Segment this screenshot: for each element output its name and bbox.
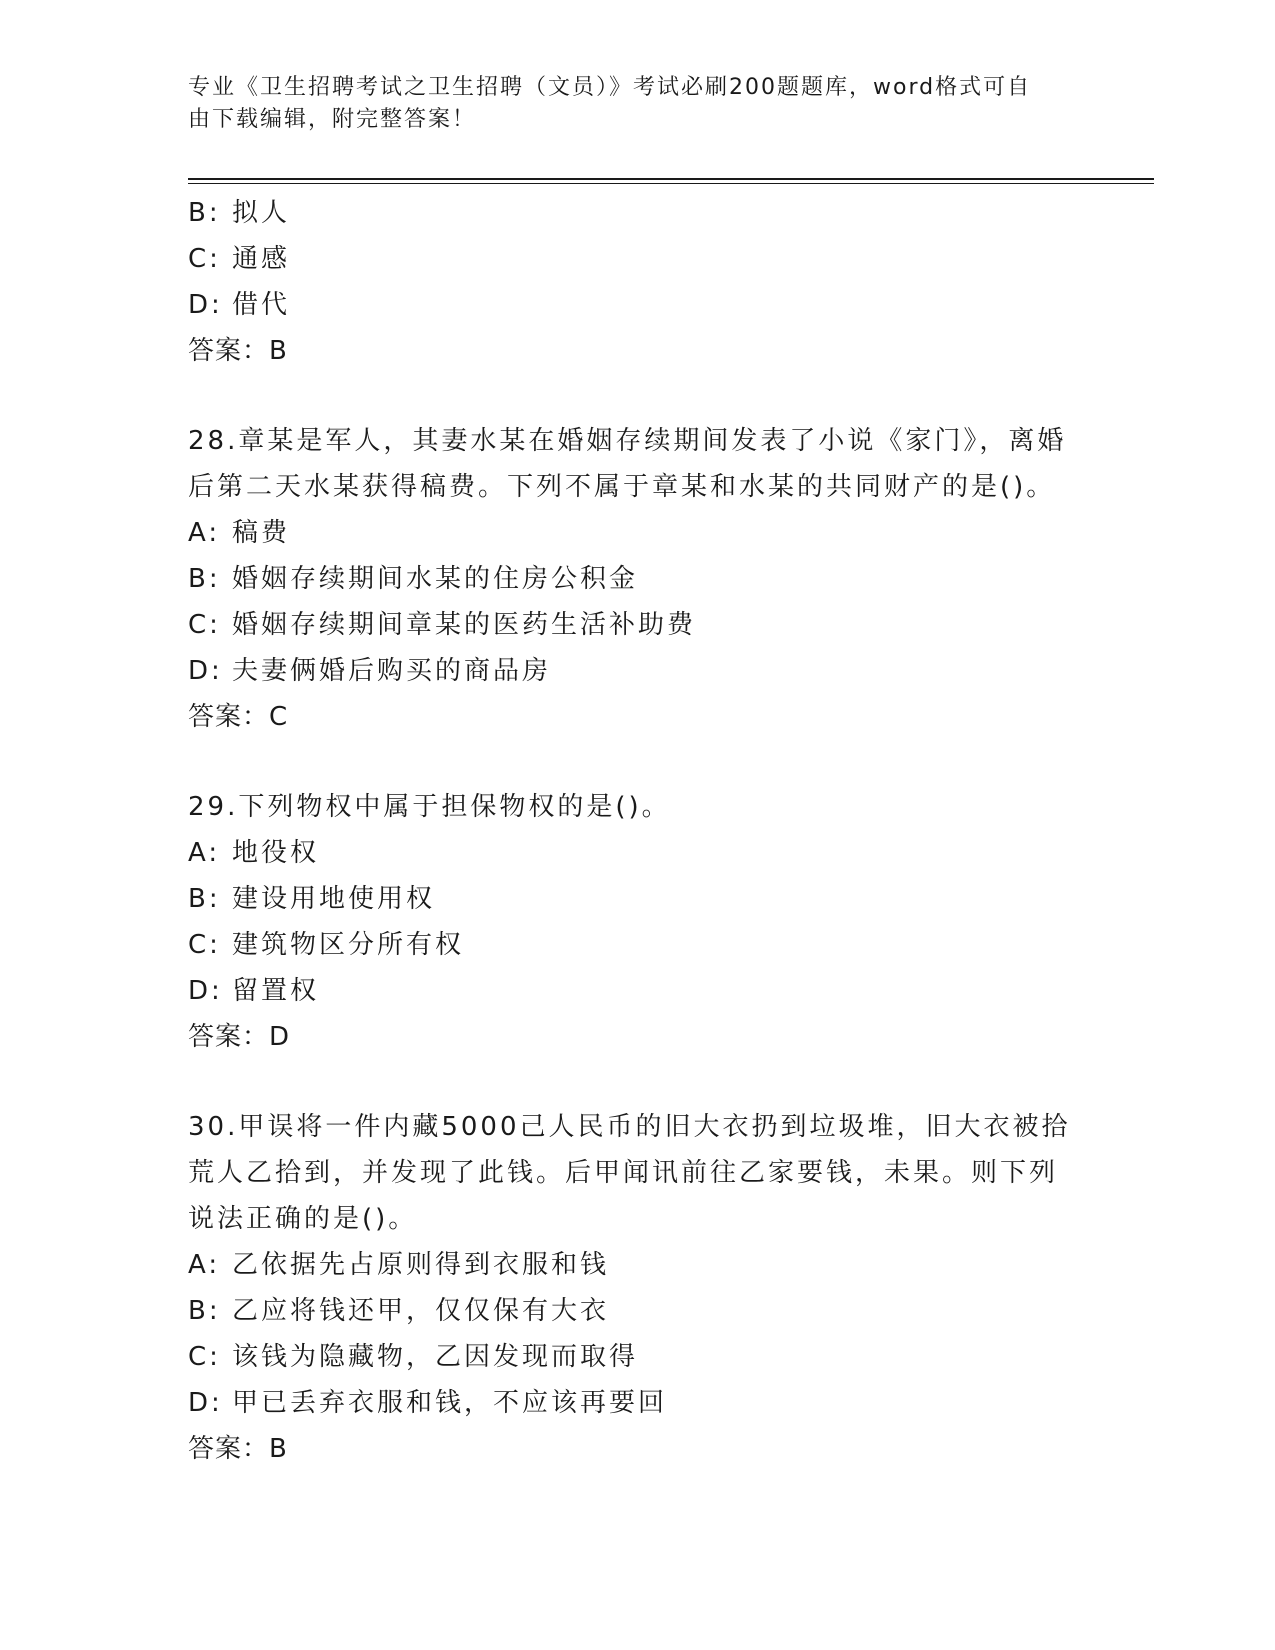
option-key: D: [188,656,223,686]
option-key: D: [188,1388,223,1418]
option-text: 留置权 [232,976,320,1006]
header-divider-thin [188,183,1154,184]
option-text: 乙应将钱还甲，仅仅保有大衣 [232,1296,610,1326]
option-d [188,1380,1088,1426]
option-text: 建设用地使用权 [232,884,436,914]
document-header [188,72,1068,136]
answer-line: 答案：C [188,702,289,732]
question-stem [188,1104,1088,1242]
option-key: B: [188,1296,221,1326]
option-c [188,236,1088,282]
spacer [188,374,1088,418]
option-key: C: [188,610,221,640]
option-a [188,1242,1088,1288]
option-b [188,556,1088,602]
option-text: 地役权 [232,838,320,868]
option-b [188,190,1088,236]
option-text: 乙依据先占原则得到衣服和钱 [232,1250,610,1280]
option-key: A: [188,1250,221,1280]
option-key: B: [188,564,221,594]
option-text: 通感 [232,244,291,274]
option-key: C: [188,930,221,960]
option-key: B: [188,198,221,228]
option-c [188,922,1088,968]
option-d [188,648,1088,694]
spacer [188,1060,1088,1104]
stem-line: 28.章某是军人，其妻水某在婚姻存续期间发表了小说《家门》，离婚 [188,426,1067,456]
option-text: 拟人 [232,198,291,228]
option-text: 建筑物区分所有权 [232,930,465,960]
answer-line: 答案：D [188,1022,291,1052]
option-d [188,968,1088,1014]
stem-line: 荒人乙拾到，并发现了此钱。后甲闻讯前往乙家要钱，未果。则下列 [188,1158,1059,1188]
answer-line: 答案：B [188,336,288,366]
header-line-1: 专业《卫生招聘考试之卫生招聘（文员）》考试必刷200题题库，word格式可自 [188,75,1032,100]
option-text: 借代 [232,290,291,320]
option-d [188,282,1088,328]
option-a [188,830,1088,876]
option-text: 甲已丢弃衣服和钱，不应该再要回 [232,1388,668,1418]
spacer [188,740,1088,784]
header-divider-thick [188,178,1154,180]
stem-line: 29.下列物权中属于担保物权的是()。 [188,792,671,822]
answer-line: 答案：B [188,1434,288,1464]
option-text: 该钱为隐藏物，乙因发现而取得 [232,1342,639,1372]
option-c [188,1334,1088,1380]
option-c [188,602,1088,648]
option-text: 稿费 [232,518,291,548]
option-key: C: [188,244,221,274]
stem-line: 30.甲误将一件内藏5000己人民币的旧大衣扔到垃圾堆，旧大衣被拾 [188,1112,1071,1142]
question-30 [188,1104,1088,1472]
option-text: 婚姻存续期间水某的住房公积金 [232,564,639,594]
question-28 [188,418,1088,740]
question-stem [188,784,1088,830]
question-list [188,190,1088,1472]
option-key: B: [188,884,221,914]
header-line-2: 由下载编辑，附完整答案！ [188,107,477,132]
option-key: D: [188,976,223,1006]
question-27-tail [188,190,1088,374]
option-key: A: [188,838,221,868]
option-b [188,1288,1088,1334]
option-a [188,510,1088,556]
stem-line: 后第二天水某获得稿费。下列不属于章某和水某的共同财产的是()。 [188,472,1056,502]
option-key: C: [188,1342,221,1372]
option-key: D: [188,290,223,320]
option-text: 婚姻存续期间章某的医药生活补助费 [232,610,697,640]
question-stem [188,418,1088,510]
option-b [188,876,1088,922]
question-29 [188,784,1088,1060]
option-text: 夫妻俩婚后购买的商品房 [232,656,552,686]
option-key: A: [188,518,221,548]
stem-line: 说法正确的是()。 [188,1204,418,1234]
